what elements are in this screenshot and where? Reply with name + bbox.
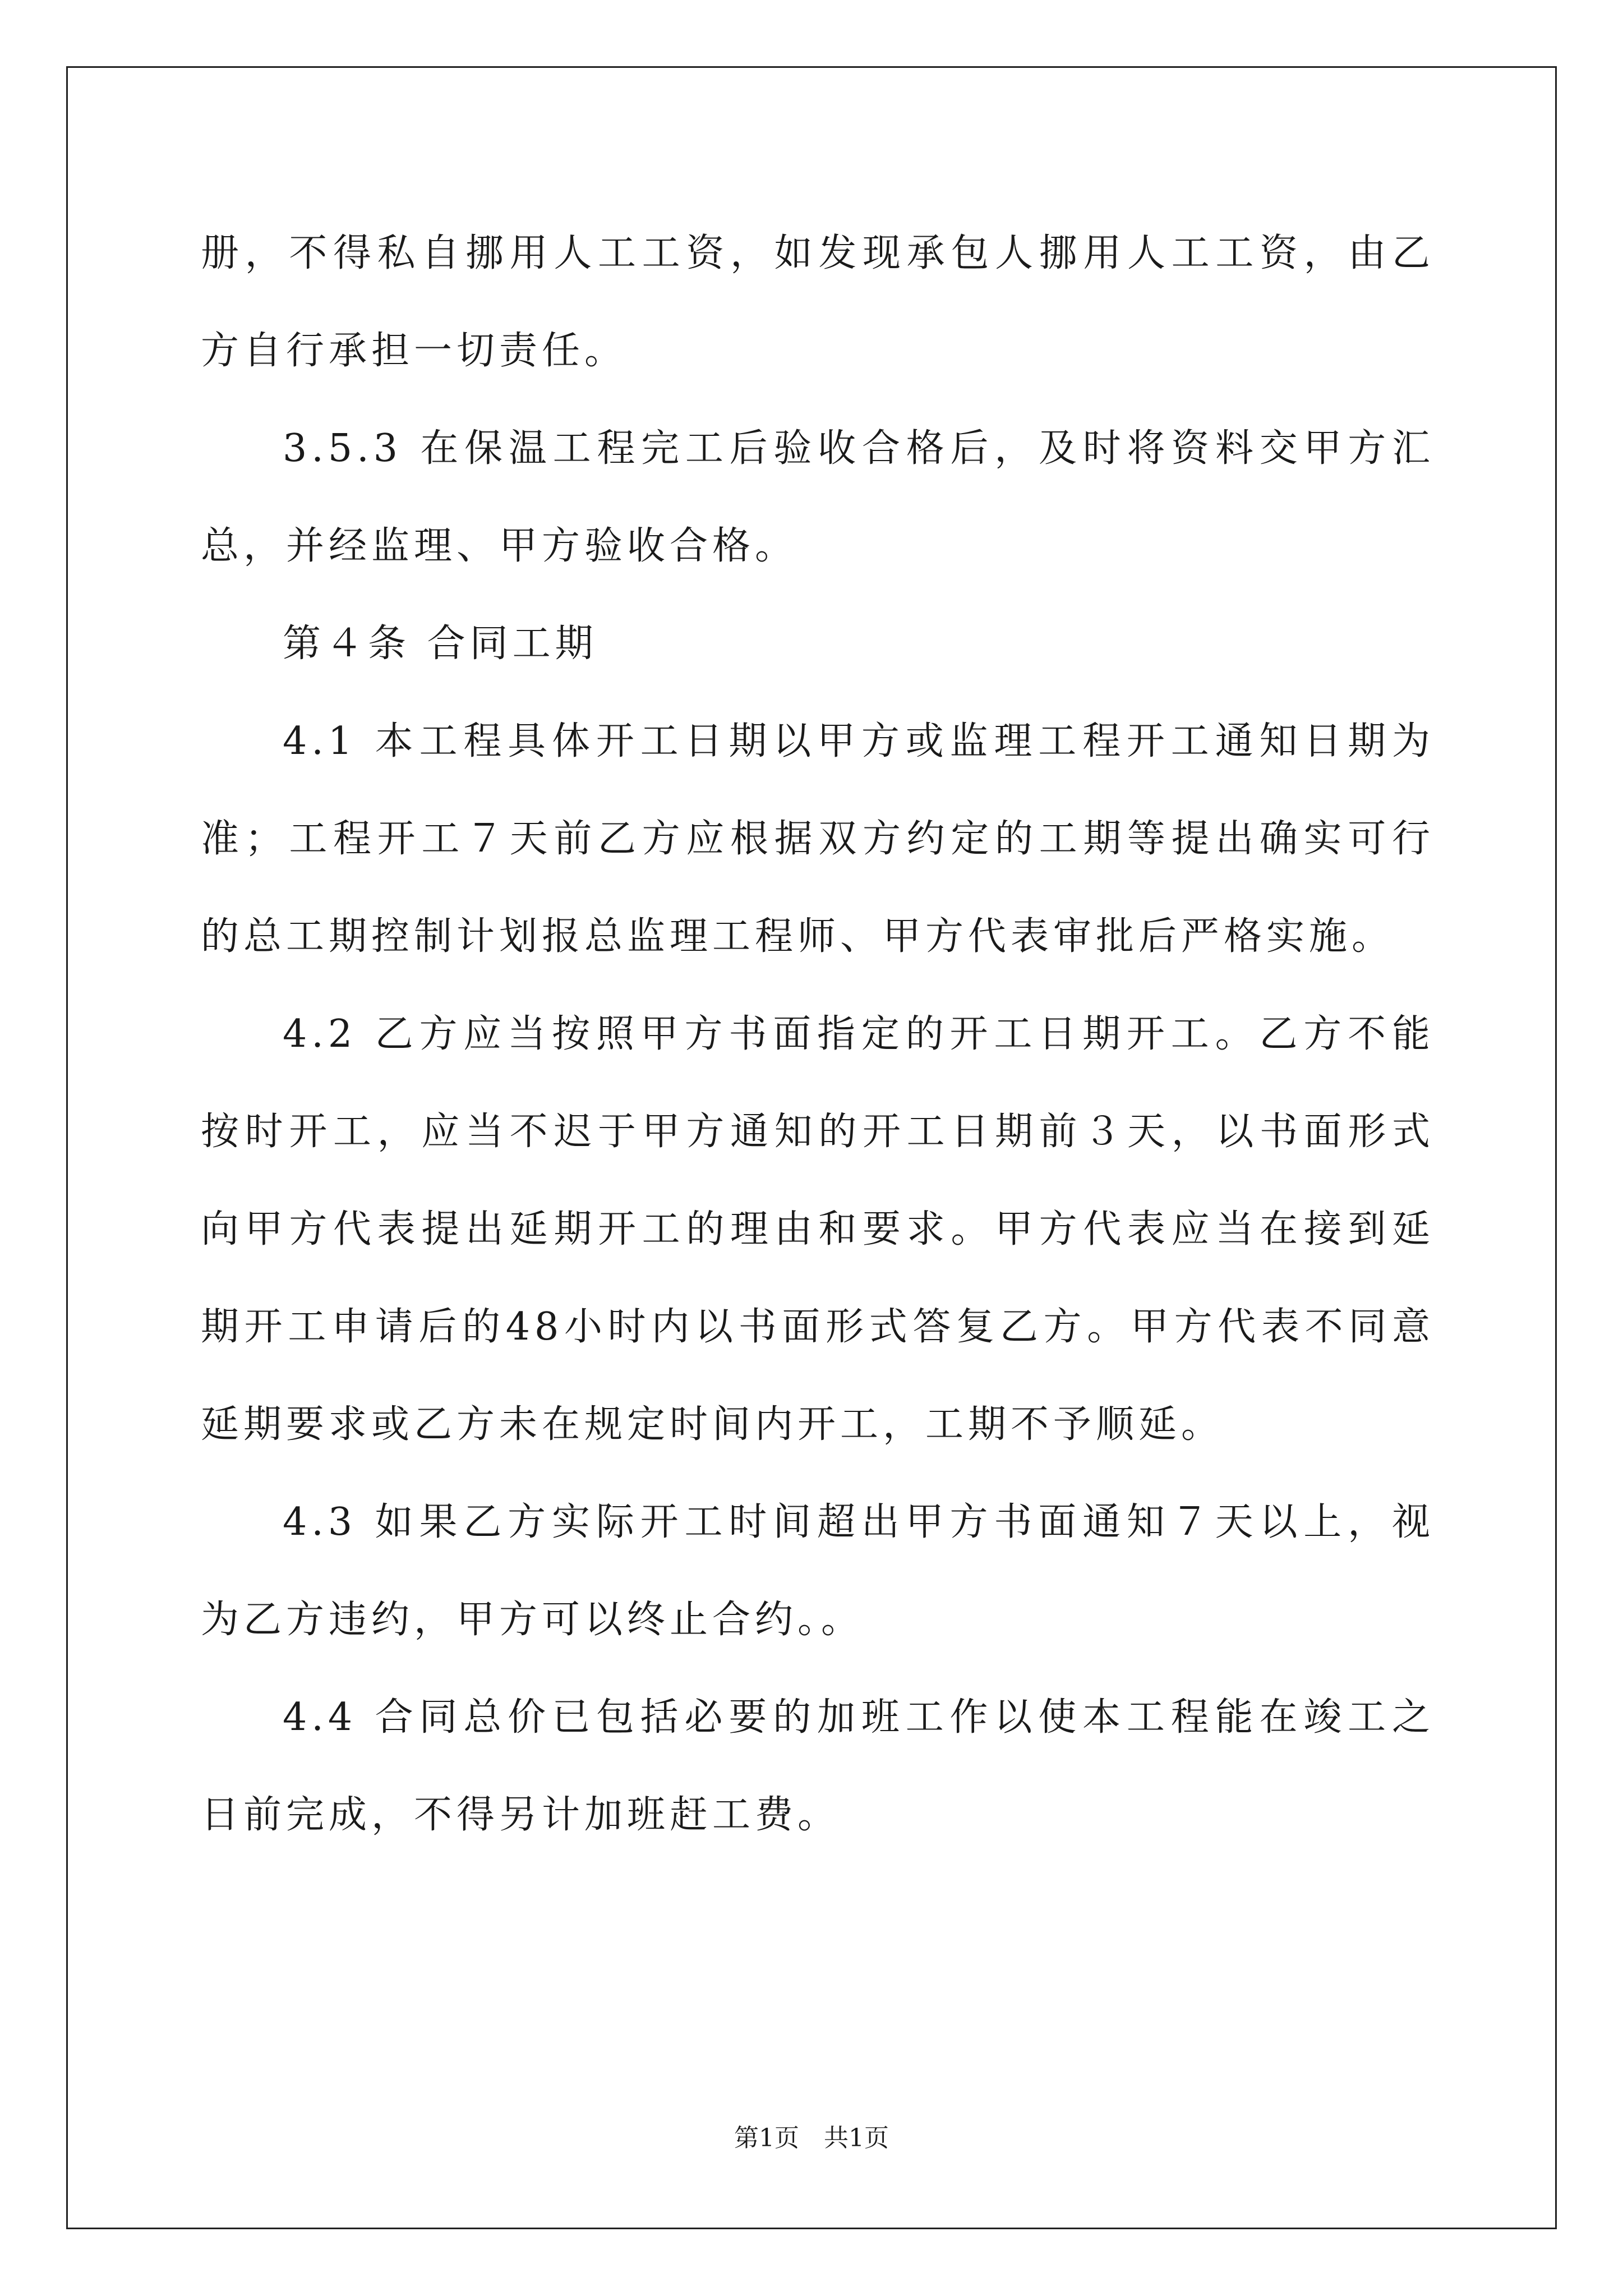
document-body (201, 205, 1435, 1864)
paragraph-4-2: 4.2 乙方应当按照甲方书面指定的开工日期开工。乙方不能按时开工，应当不迟于甲方通知的开工日期前３天，以书面形式向甲方代表提出延期开工的理由和要求。甲方代表应当在接到延期开工申请后的48小时内以书面形式答复乙方。甲方代表不同意延期要求或乙方未在规定时间内开工，工期不予顺延。 (201, 1012, 1435, 1447)
paragraph-4-1: 4.1 本工程具体开工日期以甲方或监理工程开工通知日期为准；工程开工７天前乙方应根据双方约定的工期等提出确实可行的总工期控制计划报总监理工程师、甲方代表审批后严格实施。 (201, 719, 1435, 959)
section-heading-article-4: 第４条 合同工期 (283, 622, 598, 666)
paragraph-4-3: 4.3 如果乙方实际开工时间超出甲方书面通知７天以上，视为乙方违约，甲方可以终止合约。。 (201, 1500, 1435, 1642)
paragraph-4-4: 4.4 合同总价已包括必要的加班工作以使本工程能在竣工之日前完成，不得另计加班赶工费。 (201, 1695, 1435, 1837)
paragraph-continuation: 册，不得私自挪用人工工资，如发现承包人挪用人工工资，由乙方自行承担一切责任。 (201, 231, 1435, 373)
paragraph-3-5-3: 3.5.3 在保温工程完工后验收合格后，及时将资料交甲方汇总，并经监理、甲方验收合格。 (201, 426, 1435, 568)
page-number-footer: 第1页 共1页 (734, 2124, 889, 2152)
